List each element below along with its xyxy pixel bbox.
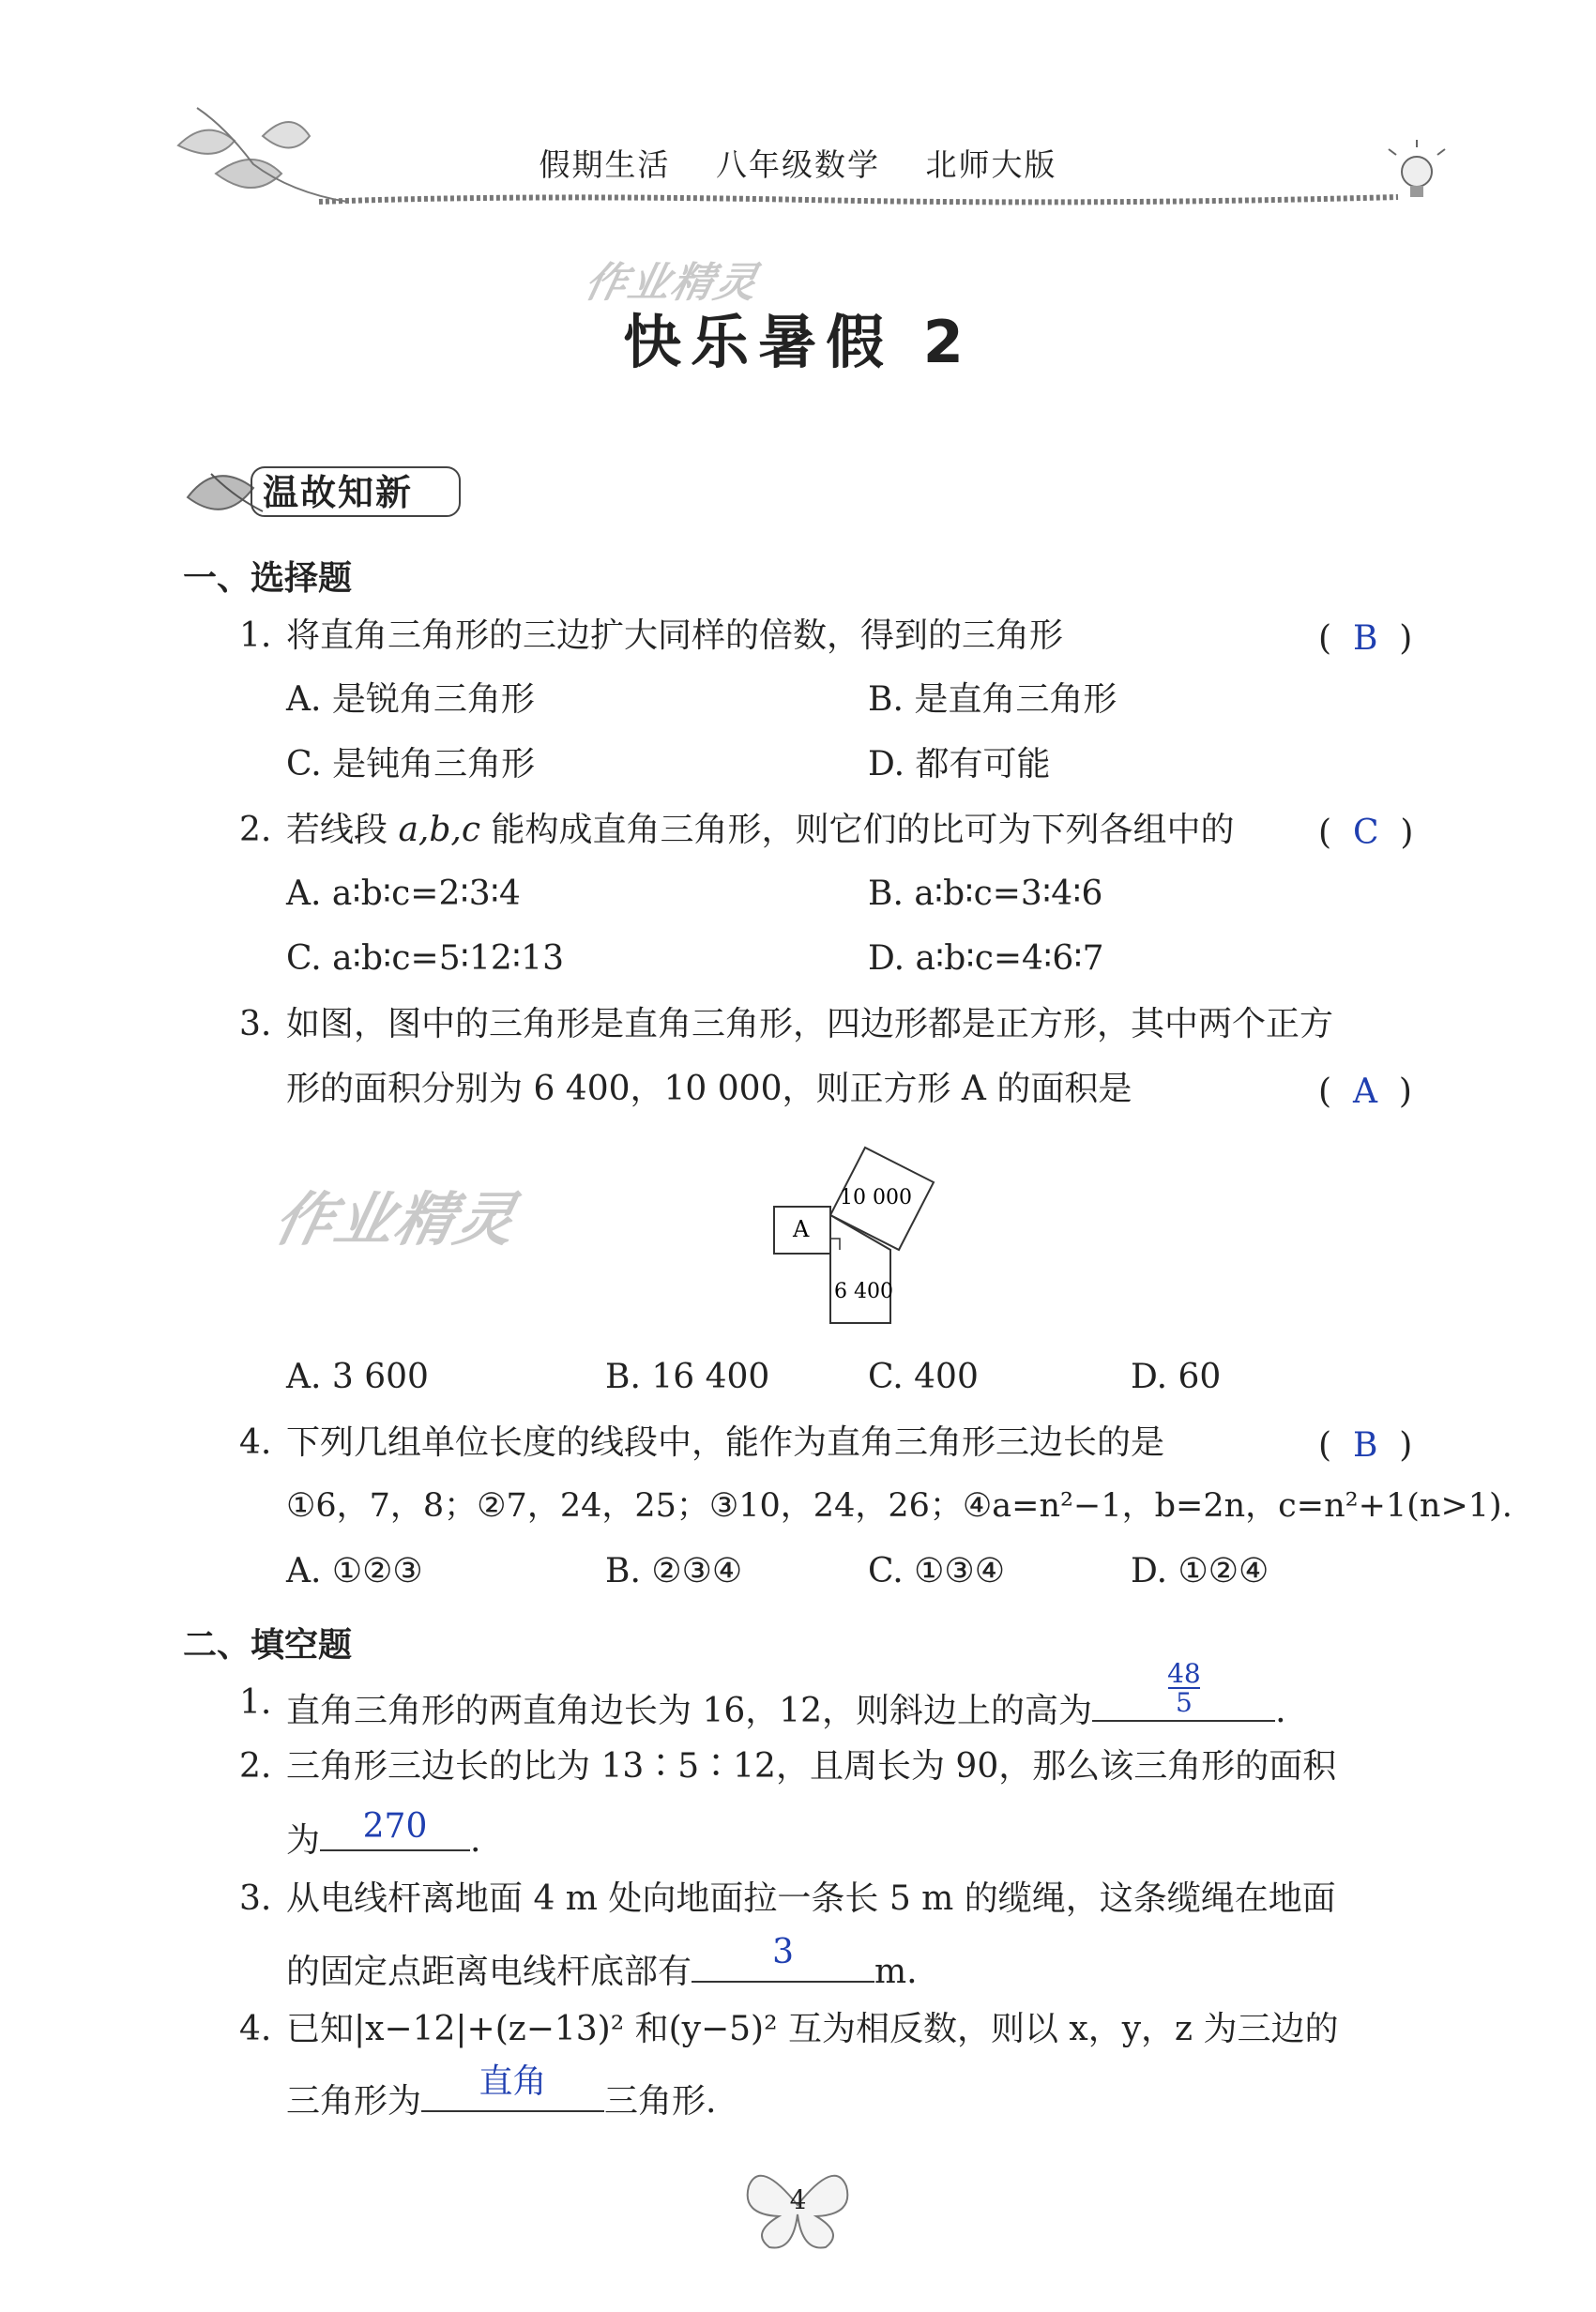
answer-blank: 直角 (421, 2076, 604, 2112)
option: B. 16 400 (605, 1358, 770, 1396)
question-text: 为 270 . (286, 1807, 481, 1860)
question-text: 三角形为 直角 三角形. (286, 2062, 717, 2121)
question-number: 1. (239, 616, 272, 655)
square-large-label: 10 000 (840, 1186, 912, 1209)
answer-fraction: 48 5 (1167, 1658, 1201, 1719)
question-text: 三角形三边长的比为 13∶5∶12，且周长为 90，那么该三角形的面积 (286, 1747, 1337, 1786)
option: D. 都有可能 (868, 745, 1051, 783)
option: C. a∶b∶c=5∶12∶13 (286, 939, 564, 978)
header-text (0, 141, 1596, 185)
section-title: 二、填空题 (183, 1626, 353, 1665)
question-text: 直角三角形的两直角边长为 16，12，则斜边上的高为 48 5 . (286, 1658, 1286, 1730)
header-part: 八年级数学 (716, 146, 880, 183)
option: A. a∶b∶c=2∶3∶4 (286, 875, 521, 913)
answer-blank (1092, 1658, 1275, 1722)
answer-blank: 270 (320, 1816, 470, 1851)
answer-parens: ( B ) (1318, 619, 1413, 658)
option: B. a∶b∶c=3∶4∶6 (868, 875, 1103, 913)
question-text: 从电线杆离地面 4 m 处向地面拉一条长 5 m 的缆绳，这条缆绳在地面 (286, 1879, 1336, 1918)
question-number: 4. (239, 2010, 272, 2048)
option: A. 3 600 (286, 1358, 429, 1396)
header-part: 假期生活 (539, 146, 671, 183)
header-rope (319, 197, 1398, 202)
question-text: 下列几组单位长度的线段中，能作为直角三角形三边长的是 (286, 1423, 1165, 1462)
question-number: 1. (239, 1683, 272, 1722)
question-number: 4. (239, 1423, 272, 1462)
question-text: 如图，图中的三角形是直角三角形，四边形都是正方形，其中两个正方 (286, 1005, 1334, 1043)
section-title: 一、选择题 (183, 559, 353, 598)
answer-choice: A (1352, 1072, 1377, 1111)
page-number: 4 (789, 2184, 807, 2215)
option: D. a∶b∶c=4∶6∶7 (868, 939, 1104, 978)
option: B. ②③④ (605, 1552, 743, 1590)
question-number: 3. (239, 1005, 272, 1043)
answer-choice: B (1352, 619, 1378, 658)
question-text: 若线段 a,b,c 能构成直角三角形，则它们的比可为下列各组中的 (286, 811, 1235, 849)
square-a-label: A (793, 1216, 810, 1242)
option: A. 是锐角三角形 (286, 680, 535, 719)
watermark: 作业精灵 (268, 1185, 524, 1254)
page-title: 快乐暑假 2 (623, 308, 973, 376)
square-small-label: 6 400 (834, 1280, 893, 1303)
answer-parens: ( C ) (1318, 814, 1414, 852)
watermark: 作业精灵 (580, 259, 764, 307)
badge-label: 温故知新 (263, 472, 414, 513)
option: C. 是钝角三角形 (286, 745, 536, 783)
question-number: 2. (239, 811, 272, 849)
option: D. ①②④ (1131, 1552, 1269, 1590)
answer-parens: ( B ) (1318, 1426, 1413, 1465)
option: B. 是直角三角形 (868, 680, 1117, 719)
option: C. 400 (868, 1358, 979, 1396)
answer-blank: 3 (692, 1947, 874, 1983)
question-number: 3. (239, 1879, 272, 1918)
question-text: 将直角三角形的三边扩大同样的倍数，得到的三角形 (286, 616, 1064, 655)
answer-parens: ( A ) (1318, 1072, 1412, 1111)
question-number: 2. (239, 1747, 272, 1786)
option: C. ①③④ (868, 1552, 1005, 1590)
question-text: 形的面积分别为 6 400，10 000，则正方形 A 的面积是 (286, 1070, 1132, 1108)
answer-choice: B (1352, 1426, 1378, 1465)
option: D. 60 (1131, 1358, 1222, 1396)
question-text: ①6，7，8；②7，24，25；③10，24，26；④a=n²−1，b=2n，c=n²+1(n>1). (286, 1487, 1512, 1525)
pythagoras-figure (765, 1126, 962, 1332)
question-text: 的固定点距离电线杆底部有 3 m. (286, 1933, 918, 1991)
option: A. ①②③ (286, 1552, 423, 1590)
header-part: 北师大版 (925, 146, 1057, 183)
answer-choice: C (1352, 814, 1379, 852)
question-text: 已知|x−12|+(z−13)² 和(y−5)² 互为相反数，则以 x，y，z 为三边的 (286, 2010, 1339, 2048)
